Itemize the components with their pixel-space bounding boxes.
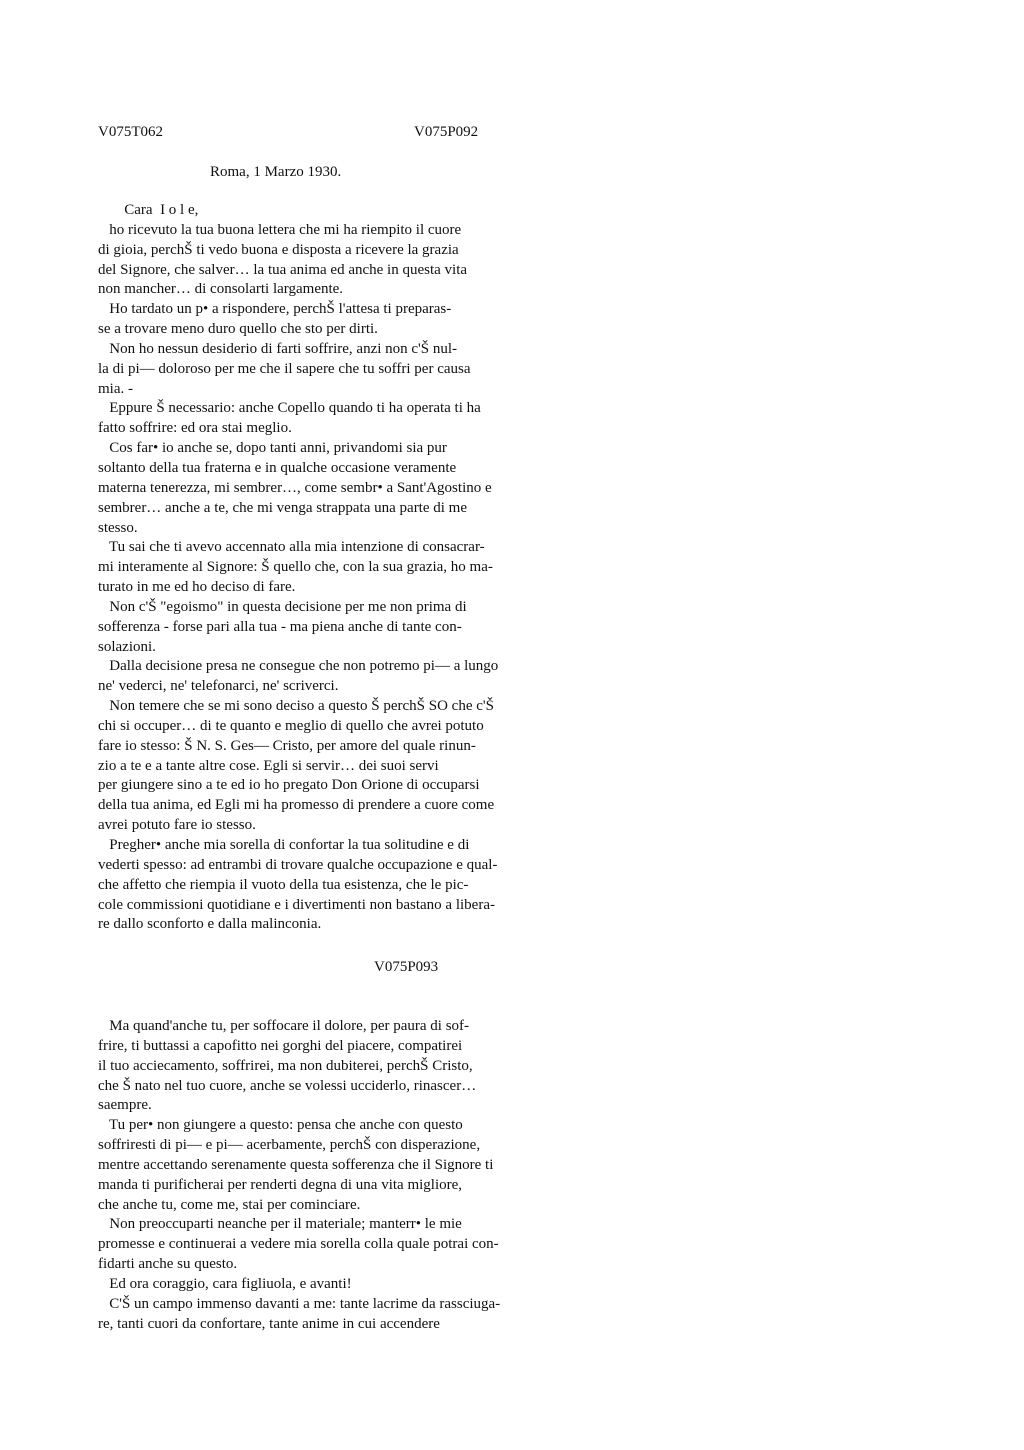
text-line: mi interamente al Signore: Š quello che, con la sua grazia, ho ma- [98, 559, 493, 576]
text-line: sembrer… anche a te, che mi venga strappata una parte di me [98, 499, 468, 516]
text-line: avrei potuto fare io stesso. [98, 817, 256, 834]
text-line: soffriresti di pi— e pi— acerbamente, perchŠ con disperazione, [98, 1137, 481, 1154]
text-line: Cara I o l e, [98, 202, 199, 218]
text-line: per giungere sino a te ed io ho pregato Don Orione di occuparsi [98, 777, 480, 794]
text-line: che Š nato nel tuo cuore, anche se volessi ucciderlo, rinascer… [98, 1077, 477, 1094]
text-line: vederti spesso: ad entrambi di trovare qualche occupazione e qual- [98, 856, 498, 873]
text-line: Tu per• non giungere a questo: pensa che anche con questo [98, 1117, 463, 1134]
text-line: se a trovare meno duro quello che sto per dirti. [98, 321, 378, 338]
text-line: fatto soffrire: ed ora stai meglio. [98, 420, 292, 437]
text-line: fare io stesso: Š N. S. Ges— Cristo, per amore del quale rinun- [98, 737, 476, 754]
text-line: Pregher• anche mia sorella di confortar la tua solitudine e di [98, 837, 470, 853]
text-line: Non c'Š "egoismo" in questa decisione per me non prima di [98, 598, 467, 615]
text-line: turato in me ed ho deciso di fare. [98, 579, 296, 596]
text-line: stesso. [98, 519, 138, 536]
text-line: Non temere che se mi sono deciso a questo Š perchŠ SO che c'Š [98, 698, 494, 715]
letter-body-part-2 [98, 1017, 618, 1335]
text-line: promesse e continuerai a vedere mia sorella colla quale potrai con- [98, 1236, 499, 1253]
text-line: ho ricevuto la tua buona lettera che mi ha riempito il cuore [98, 221, 462, 238]
header-left-code: V075T062 [98, 124, 163, 140]
text-line: non mancher… di consolarti largamente. [98, 281, 344, 298]
text-line: Ho tardato un p• a rispondere, perchŠ l'attesa ti preparas- [98, 301, 452, 318]
text-line: chi si occuper… di te quanto e meglio di quello che avrei potuto [98, 717, 484, 734]
text-line: mia. - [98, 380, 133, 397]
text-line: che anche tu, come me, stai per cominciare. [98, 1196, 361, 1213]
text-line: frire, ti buttassi a capofitto nei gorghi del piacere, compatirei [98, 1037, 463, 1054]
text-line: fidarti anche su questo. [98, 1256, 238, 1273]
text-line: che affetto che riempia il vuoto della tua esistenza, che le pic- [98, 876, 469, 893]
text-line: re, tanti cuori da confortare, tante anime in cui accendere [98, 1315, 440, 1332]
text-line: Non preoccuparti neanche per il materiale; manterr• le mie [98, 1216, 462, 1233]
text-line: della tua anima, ed Egli mi ha promesso di prendere a cuore come [98, 797, 495, 814]
text-line: solazioni. [98, 638, 156, 655]
text-line: ne' vederci, ne' telefonarci, ne' scriverci. [98, 678, 339, 695]
letter-dateline: Roma, 1 Marzo 1930. [210, 164, 342, 180]
text-line: manda ti purificherai per renderti degna di una vita migliore, [98, 1176, 463, 1193]
text-line: Cos far• io anche se, dopo tanti anni, privandomi sia pur [98, 440, 447, 457]
text-line: zio a te e a tante altre cose. Egli si servir… dei suoi servi [98, 757, 439, 774]
text-line: Tu sai che ti avevo accennato alla mia intenzione di consacrar- [98, 539, 485, 556]
letter-body-part-1 [98, 201, 618, 935]
text-line: re dallo sconforto e dalla malinconia. [98, 916, 322, 933]
text-line: la di pi— doloroso per me che il sapere che tu soffri per causa [98, 360, 471, 377]
text-line: sofferenza - forse pari alla tua - ma piena anche di tante con- [98, 618, 462, 635]
text-line: Ed ora coraggio, cara figliuola, e avanti! [98, 1275, 352, 1292]
text-line: di gioia, perchŠ ti vedo buona e disposta a ricevere la grazia [98, 241, 459, 258]
text-line: soltanto della tua fraterna e in qualche occasione veramente [98, 459, 457, 476]
text-line: il tuo acciecamento, soffrirei, ma non dubiterei, perchŠ Cristo, [98, 1057, 473, 1074]
text-line: cole commissioni quotidiane e i divertimenti non bastano a libera- [98, 896, 495, 913]
header-right-code: V075P092 [414, 124, 479, 140]
text-line: C'Š un campo immenso davanti a me: tante lacrime da rassciuga- [98, 1295, 501, 1312]
text-line: Dalla decisione presa ne consegue che non potremo pi— a lungo [98, 658, 499, 675]
text-line: Eppure Š necessario: anche Copello quando ti ha operata ti ha [98, 400, 481, 417]
page-marker: V075P093 [374, 959, 439, 975]
text-line: Non ho nessun desiderio di farti soffrire, anzi non c'Š nul- [98, 340, 458, 357]
text-line: saempre. [98, 1097, 152, 1114]
text-line: Ma quand'anche tu, per soffocare il dolore, per paura di sof- [98, 1018, 470, 1034]
text-line: mentre accettando serenamente questa sofferenza che il Signore ti [98, 1156, 494, 1173]
text-line: materna tenerezza, mi sembrer…, come sembr• a Sant'Agostino e [98, 479, 492, 496]
text-line: del Signore, che salver… la tua anima ed anche in questa vita [98, 261, 468, 278]
